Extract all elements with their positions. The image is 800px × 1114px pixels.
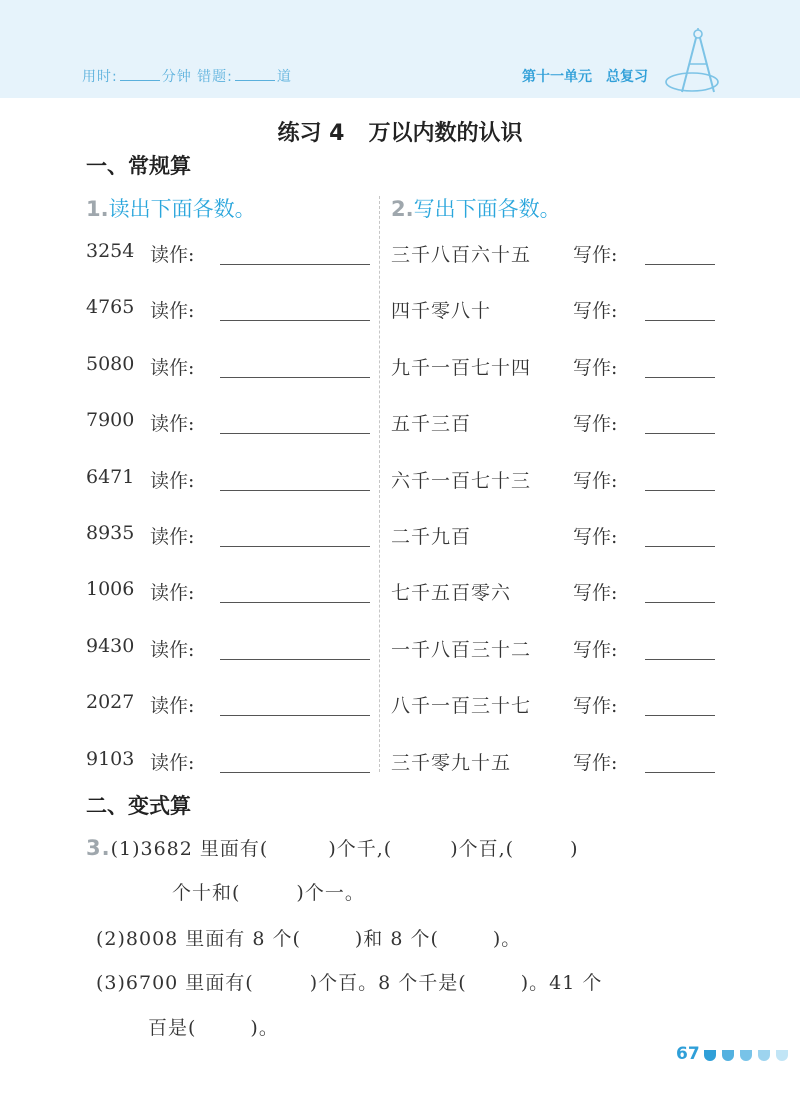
question-3-number: 3. (86, 836, 111, 860)
number-to-read: 4765 (86, 296, 135, 319)
read-answer-line[interactable] (220, 546, 370, 547)
question-2-heading (391, 193, 561, 223)
write-answer-line[interactable] (645, 772, 715, 773)
read-label: 读作: (150, 582, 195, 605)
q3-text: )个一。 (296, 882, 365, 904)
write-label: 写作: (573, 356, 618, 379)
exercise-row (0, 748, 800, 778)
exercise-row (0, 409, 800, 439)
number-to-write: 二千九百 (391, 526, 472, 548)
page-title (0, 116, 800, 147)
errors-label: 错题: (197, 69, 233, 85)
errors-unit: 道 (276, 69, 292, 85)
write-answer-line[interactable] (645, 264, 715, 265)
number-to-read: 7900 (86, 409, 135, 432)
time-label: 用时: (82, 69, 118, 85)
number-to-write: 三千八百六十五 (391, 244, 532, 266)
number-to-read: 8935 (86, 522, 135, 544)
number-to-read: 5080 (86, 352, 135, 375)
read-answer-line[interactable] (220, 490, 370, 491)
errors-blank[interactable] (235, 68, 275, 81)
time-blank[interactable] (120, 68, 160, 81)
number-to-read: 3254 (86, 240, 135, 262)
number-to-read: 9430 (86, 634, 135, 657)
q3-text: )。 (492, 928, 522, 950)
section-1-title: 一、常规算 (86, 154, 191, 178)
read-label: 读作: (150, 356, 195, 379)
time-errors-record (82, 66, 292, 86)
write-answer-line[interactable] (645, 659, 715, 660)
write-label: 写作: (573, 300, 618, 323)
read-answer-line[interactable] (220, 264, 370, 265)
compass-icon (662, 26, 732, 98)
write-answer-line[interactable] (645, 602, 715, 603)
q3-text: (1)3682 里面有( (110, 838, 269, 860)
exercise-row (0, 466, 800, 496)
number-to-read: 2027 (86, 691, 135, 714)
question-3-part-1-cont (172, 878, 365, 905)
q3-text: )个百。8 个千是( (309, 972, 467, 994)
q3-text: (2)8008 里面有 8 个( (96, 928, 301, 950)
write-label: 写作: (573, 526, 618, 548)
exercise-row (0, 240, 800, 270)
read-answer-line[interactable] (220, 659, 370, 660)
number-to-write: 九千一百七十四 (391, 356, 532, 379)
q3-text: (3)6700 里面有( (96, 972, 254, 994)
question-2-text: 写出下面各数。 (413, 197, 561, 221)
read-answer-line[interactable] (220, 602, 370, 603)
number-to-write: 一千八百三十二 (391, 638, 532, 661)
exercise-row (0, 578, 800, 608)
question-3-part-1 (86, 834, 579, 861)
question-1-heading (86, 193, 256, 223)
q3-text: )。 (250, 1017, 279, 1039)
unit-label: 第十一单元 (522, 69, 592, 85)
question-3-part-3 (96, 968, 602, 995)
number-to-write: 五千三百 (391, 413, 472, 436)
question-3-part-3-cont (148, 1013, 279, 1040)
unit-heading (522, 66, 648, 86)
number-to-write: 七千五百零六 (391, 582, 512, 605)
write-answer-line[interactable] (645, 320, 715, 321)
exercise-row (0, 635, 800, 665)
write-answer-line[interactable] (645, 433, 715, 434)
write-answer-line[interactable] (645, 490, 715, 491)
number-to-write: 六千一百七十三 (391, 469, 532, 492)
water-drops-icon (700, 1047, 792, 1063)
exercise-row (0, 353, 800, 383)
q3-text: )和 8 个( (354, 928, 439, 950)
read-label: 读作: (150, 751, 195, 774)
number-to-read: 9103 (86, 747, 135, 770)
drop-shape (722, 1050, 734, 1061)
q3-text: )个百,( (450, 838, 515, 860)
q3-text: 百是( (148, 1017, 197, 1039)
q3-text: ) (570, 838, 579, 860)
write-label: 写作: (573, 695, 618, 718)
read-label: 读作: (150, 695, 195, 718)
read-answer-line[interactable] (220, 320, 370, 321)
write-label: 写作: (573, 751, 618, 774)
exercise-row (0, 691, 800, 721)
exercise-row (0, 296, 800, 326)
exercise-number: 练习 4 (277, 121, 345, 146)
question-1-text: 读出下面各数。 (108, 197, 256, 221)
read-label: 读作: (150, 244, 195, 266)
read-answer-line[interactable] (220, 377, 370, 378)
number-to-write: 四千零八十 (391, 300, 492, 323)
write-label: 写作: (573, 413, 618, 436)
drop-shape (758, 1050, 770, 1061)
read-answer-line[interactable] (220, 772, 370, 773)
number-to-write: 八千一百三十七 (391, 695, 532, 718)
write-answer-line[interactable] (645, 377, 715, 378)
drop-shape (704, 1050, 716, 1061)
read-label: 读作: (150, 638, 195, 661)
q3-text: )个千,( (328, 838, 393, 860)
q3-text: 个十和( (172, 882, 241, 904)
drop-shape (740, 1050, 752, 1061)
read-label: 读作: (150, 526, 195, 548)
number-to-read: 1006 (86, 578, 135, 601)
question-1-number: 1. (86, 197, 109, 221)
q3-text: )。41 个 (520, 972, 603, 994)
write-label: 写作: (573, 469, 618, 492)
number-to-read: 6471 (86, 465, 135, 488)
write-answer-line[interactable] (645, 546, 715, 547)
number-to-write: 三千零九十五 (391, 751, 512, 774)
page-number: 67 (676, 1044, 700, 1064)
section-2-title: 二、变式算 (86, 794, 191, 818)
read-label: 读作: (150, 413, 195, 436)
write-label: 写作: (573, 582, 618, 605)
read-answer-line[interactable] (220, 715, 370, 716)
time-unit: 分钟 (161, 69, 192, 85)
unit-topic: 总复习 (606, 69, 648, 85)
exercise-row (0, 522, 800, 552)
drop-shape (776, 1050, 788, 1061)
write-label: 写作: (573, 638, 618, 661)
write-answer-line[interactable] (645, 715, 715, 716)
question-3-part-2 (96, 924, 521, 951)
read-answer-line[interactable] (220, 433, 370, 434)
exercise-topic: 万以内数的认识 (368, 121, 523, 146)
read-label: 读作: (150, 469, 195, 492)
write-label: 写作: (573, 244, 618, 266)
read-label: 读作: (150, 300, 195, 323)
question-2-number: 2. (391, 197, 414, 221)
